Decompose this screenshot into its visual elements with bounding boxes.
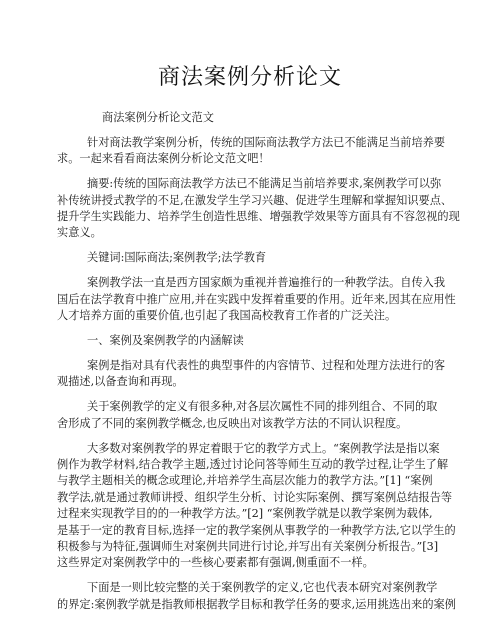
text-line: 这些界定对案例教学中的一些核心要素都有强调,侧重面不一样。 [57,556,374,570]
text-line: 例作为教学材料,结合教学主题,透过讨论问答等师生互动的教学过程,让学生了解 [57,457,449,471]
abstract-paragraph [57,176,460,242]
body-paragraph [57,275,456,324]
text-line: 过程来实现教学目的的一种教学方法。”[2] “案例教学就是以教学案例为载体, [57,507,433,521]
text-line: 案例教学法一直是西方国家颇为重视并普遍推行的一种教学法。自传入我 [87,276,446,290]
text-line: 大多数对案例教学的界定着眼于它的教学方式上。“案例教学法是指以案 [87,441,440,455]
body-paragraph [57,441,456,572]
text-line: 摘要:传统的国际商法教学方法已不能满足当前培养要求,案例教学可以弥 [87,177,442,191]
text-line: 舍形成了不同的案例教学概念,也反映出对该教学方法的不同认识程度。 [57,416,408,430]
text-line: 国后在法学教育中推广应用,并在实践中发挥着重要的作用。近年来,因其在应用性 [57,292,456,306]
text-line: 案例是指对具有代表性的典型事件的内容情节、过程和处理方法进行的客 [87,358,446,372]
text-line: 求。一起来看看商法案例分析论文范文吧！ [57,152,270,166]
text-line: 与教学主题相关的概念或理论,并培养学生高层次能力的教学方法。”[1] “案例 [57,474,433,488]
text-line: 下面是一则比较完整的关于案例教学的定义,它也代表本研究对案例教学 [87,581,438,595]
text-line: 关键词:国际商法;案例教学;法学教育 [87,251,267,265]
intro-paragraph [57,135,447,168]
text-line: 实意义。 [57,226,102,240]
text-line: 提升学生实践能力、培养学生创造性思维、增强教学效果等方面具有不容忽视的现 [57,210,460,224]
text-line: 教学法,就是通过教师讲授、组织学生分析、讨论实际案例、撰写案例总结报告等 [57,490,453,504]
body-paragraph [57,580,456,613]
text-line: 补传统讲授式教学的不足,在激发学生学习兴趣、促进学生理解和掌握知识要点、 [57,193,453,207]
document-body [57,110,460,622]
text-line: 关于案例教学的定义有很多种,对各层次属性不同的排列组合、不同的取 [87,400,438,414]
section-heading [57,333,447,349]
keywords-paragraph [57,250,447,266]
page-title: 商法案例分析论文 [157,65,342,90]
text-line: 一、案例及案例教学的内涵解读 [87,333,244,347]
text-line: 观描述,以备查询和再现。 [57,375,184,389]
text-line: 针对商法教学案例分析，传统的国际商法教学方法已不能满足当前培养要 [87,135,446,149]
body-paragraph [57,399,447,432]
text-line: 的界定:案例教学就是指教师根据教学目标和教学任务的要求,运用挑选出来的案例 [57,597,456,611]
text-line: 是基于一定的教育目标,选择一定的教学案例从事教学的一种教学方法,它以学生的 [57,523,456,537]
body-paragraph [57,358,447,391]
text-line: 商法案例分析论文范文 [102,111,214,124]
text-line: 积极参与为特征,强调师生对案例共同进行讨论,并写出有关案例分析报告。”[3] [57,539,439,553]
text-line: 人才培养方面的重要价值,也引起了我国高校教育工作者的广泛关注。 [57,309,397,323]
subtitle-paragraph [57,110,447,126]
